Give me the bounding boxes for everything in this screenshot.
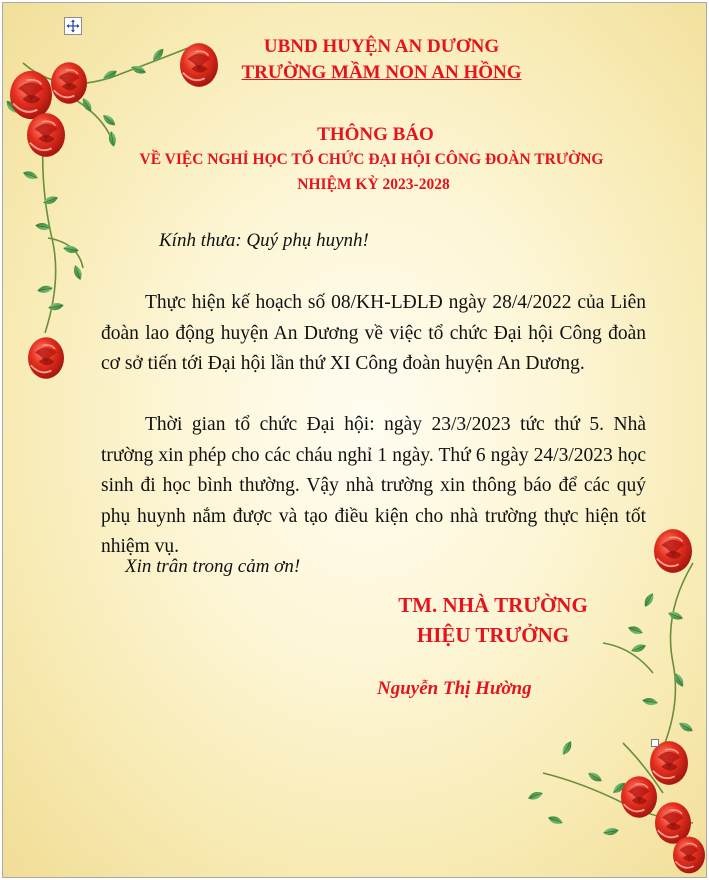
notice-title: THÔNG BÁO bbox=[317, 124, 434, 145]
signature-org: TM. NHÀ TRƯỜNG bbox=[398, 593, 588, 617]
document-page bbox=[2, 2, 707, 878]
resize-handle[interactable] bbox=[651, 739, 659, 747]
signature-block bbox=[313, 590, 673, 650]
signer-name: Nguyễn Thị Hường bbox=[377, 678, 532, 699]
notice-term: NHIỆM KỲ 2023-2028 bbox=[297, 176, 450, 193]
district-name: UBND HUYỆN AN DƯƠNG bbox=[263, 36, 500, 57]
school-name: TRƯỜNG MẦM NON AN HỒNG bbox=[241, 62, 522, 83]
notice-subtitle: VỀ VIỆC NGHỈ HỌC TỔ CHỨC ĐẠI HỘI CÔNG ĐOÀN TRƯỜNG bbox=[139, 151, 604, 168]
closing-line: Xin trân trong cảm ơn! bbox=[125, 556, 301, 577]
body-paragraph-1: Thực hiện kế hoạch số 08/KH-LĐLĐ ngày 28/4/2022 của Liên đoàn lao động huyện An Dương về việc tổ chức Đại hội Công đoàn cơ sở tiến tới Đại hội lần thứ XI Công đoàn huyện An Dương. bbox=[101, 292, 646, 374]
greeting: Kính thưa: Quý phụ huynh! bbox=[159, 230, 369, 251]
body-paragraph-2: Thời gian tổ chức Đại hội: ngày 23/3/2023 tức thứ 5. Nhà trường xin phép cho các cháu nghỉ 1 ngày. Thứ 6 ngày 24/3/2023 học sinh đi học bình thường. Vậy nhà trường xin thông báo để các quý phụ huynh nắm được và tạo điều kiện cho nhà trường thực hiện tốt nhiệm vụ. bbox=[101, 414, 646, 557]
signature-role: HIỆU TRƯỞNG bbox=[416, 623, 570, 647]
move-arrows-icon[interactable] bbox=[64, 17, 82, 35]
